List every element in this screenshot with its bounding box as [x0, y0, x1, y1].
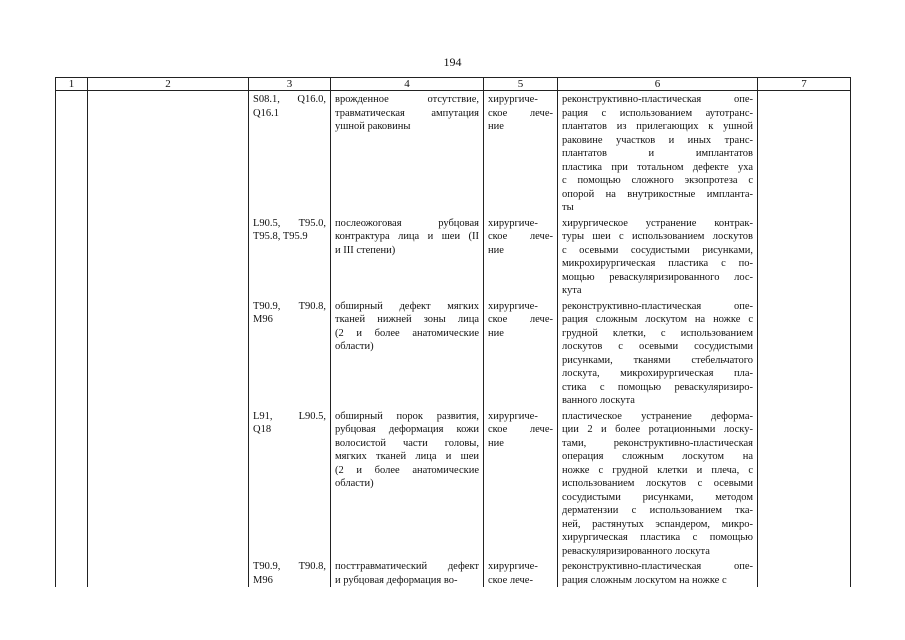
- row-number-cell: [56, 215, 88, 298]
- condition-cell: [331, 91, 484, 215]
- cell-text-line: стика с помощью реваскуляризиро-: [562, 381, 753, 393]
- table-row: [56, 91, 851, 215]
- cell-text-line: T95.8, T95.9: [253, 231, 308, 242]
- cell-text-line: обширный дефект мягких: [335, 300, 479, 312]
- cell-text-line: рубцовая деформация кожи: [335, 424, 479, 435]
- cell-text-line: рация с использованием аутотранс-: [562, 107, 753, 119]
- table-body: [56, 91, 851, 588]
- profile-name-cell: [88, 91, 249, 215]
- cell-text-line: ножке с грудной клетки и плеча, с: [562, 464, 753, 476]
- cell-text-line: сосудистыми рисунками, методом: [562, 491, 753, 503]
- cell-text-line: ское лече-: [488, 424, 553, 435]
- cell-text-line: хирургиче-: [488, 410, 538, 422]
- condition-cell: [331, 408, 484, 559]
- note-cell: [758, 558, 851, 587]
- icd-codes-cell: [249, 91, 331, 215]
- cell-text-line: ней, растянутых эспандером, микро-: [562, 518, 753, 530]
- cell-text-line: ванного лоскута: [562, 395, 635, 406]
- treatment-type-cell: [484, 408, 558, 559]
- cell-text-line: посттравматический дефект: [335, 561, 479, 572]
- cell-text-line: грудной клетки, с использованием: [562, 327, 753, 339]
- cell-text-line: с помощью сложного экзопротеза с: [562, 175, 753, 186]
- note-cell: [758, 298, 851, 408]
- condition-cell: [331, 215, 484, 298]
- cell-text-line: хирургиче-: [488, 94, 538, 105]
- profile-name-cell: [88, 298, 249, 408]
- cell-text-line: ние: [488, 244, 504, 256]
- cell-text-line: хирургиче-: [488, 561, 538, 572]
- cell-text-line: пластическое устранение деформа-: [562, 410, 753, 422]
- condition-cell: [331, 298, 484, 408]
- column-header-2: 2: [88, 78, 249, 91]
- row-number-cell: [56, 91, 88, 215]
- cell-text-line: (2 и более анатомические: [335, 327, 479, 339]
- treatment-type-cell: [484, 91, 558, 215]
- cell-text-line: хирургическая пластика с помощью: [562, 532, 753, 543]
- cell-text-line: ние: [488, 327, 504, 339]
- cell-text-line: ты: [562, 202, 574, 213]
- cell-text-line: ское лече-: [488, 107, 553, 119]
- cell-text-line: Q18: [253, 424, 272, 435]
- cell-text-line: лоскутов с осевыми сосудистыми: [562, 341, 753, 352]
- column-header-4: 4: [331, 78, 484, 91]
- table-row: [56, 215, 851, 298]
- table-row: [56, 298, 851, 408]
- treatment-type-cell: [484, 558, 558, 587]
- page-number: 194: [443, 55, 462, 69]
- cell-text-line: обширный порок развития,: [335, 410, 479, 422]
- cell-text-line: мягких тканей лица и шеи: [335, 451, 479, 462]
- cell-text-line: рация сложным лоскутом на ножке с: [562, 574, 727, 586]
- cell-text-line: дерматензии с использованием тка-: [562, 505, 753, 516]
- cell-text-line: реваскуляризированного лоскута: [562, 545, 710, 557]
- cell-text-line: M96: [253, 314, 273, 325]
- medical-care-table: [55, 77, 851, 587]
- cell-text-line: M96: [253, 574, 273, 586]
- icd-codes-cell: [249, 298, 331, 408]
- note-cell: [758, 408, 851, 559]
- profile-name-cell: [88, 408, 249, 559]
- treatment-type-cell: [484, 298, 558, 408]
- cell-text-line: плантатов и имплантатов: [562, 148, 753, 159]
- table-row: [56, 558, 851, 587]
- condition-cell: [331, 558, 484, 587]
- cell-text-line: волосистой части головы,: [335, 437, 479, 449]
- cell-text-line: реконструктивно-пластическая опе-: [562, 94, 753, 105]
- cell-text-line: L90.5, T95.0,: [253, 217, 326, 229]
- cell-text-line: послеожоговая рубцовая: [335, 217, 479, 229]
- cell-text-line: опорой на внутрикостные импланта-: [562, 188, 753, 200]
- cell-text-line: микрохирургическая пластика с по-: [562, 258, 753, 269]
- method-cell: [558, 408, 758, 559]
- cell-text-line: области): [335, 341, 374, 352]
- cell-text-line: хирургическое устранение контрак-: [562, 217, 753, 229]
- cell-text-line: туры шеи с использованием лоскутов: [562, 231, 753, 242]
- column-header-1: 1: [56, 78, 88, 91]
- cell-text-line: операция сложным лоскутом на: [562, 451, 753, 462]
- cell-text-line: и рубцовая деформация во-: [335, 574, 458, 586]
- cell-text-line: области): [335, 478, 374, 489]
- column-header-7: 7: [758, 78, 851, 91]
- cell-text-line: контрактура лица и шеи (II: [335, 231, 479, 242]
- method-cell: [558, 91, 758, 215]
- table-row: [56, 408, 851, 559]
- cell-text-line: хирургиче-: [488, 300, 538, 312]
- cell-text-line: лоскута, микрохирургическая пла-: [562, 368, 753, 379]
- method-cell: [558, 215, 758, 298]
- column-header-3: 3: [249, 78, 331, 91]
- row-number-cell: [56, 298, 88, 408]
- cell-text-line: реконструктивно-пластическая опе-: [562, 561, 753, 572]
- cell-text-line: T90.9, T90.8,: [253, 300, 326, 312]
- cell-text-line: ции 2 и более ротационными лоску-: [562, 424, 753, 435]
- method-cell: [558, 558, 758, 587]
- treatment-type-cell: [484, 215, 558, 298]
- cell-text-line: S08.1, Q16.0,: [253, 94, 326, 105]
- cell-text-line: пластика при тотальном дефекте уха: [562, 161, 753, 173]
- cell-text-line: рисунками, тканями стебельчатого: [562, 354, 753, 366]
- icd-codes-cell: [249, 408, 331, 559]
- cell-text-line: врожденное отсутствие,: [335, 94, 479, 105]
- cell-text-line: ское лече-: [488, 314, 553, 325]
- column-number-row: [56, 78, 851, 91]
- method-cell: [558, 298, 758, 408]
- cell-text-line: T90.9, T90.8,: [253, 561, 326, 572]
- row-number-cell: [56, 408, 88, 559]
- cell-text-line: реконструктивно-пластическая опе-: [562, 300, 753, 312]
- cell-text-line: ское лече-: [488, 574, 533, 586]
- cell-text-line: рация сложным лоскутом на ножке с: [562, 314, 753, 325]
- column-header-6: 6: [558, 78, 758, 91]
- cell-text-line: (2 и более анатомические: [335, 464, 479, 476]
- note-cell: [758, 215, 851, 298]
- icd-codes-cell: [249, 215, 331, 298]
- cell-text-line: раковине участков и иных транс-: [562, 134, 753, 146]
- cell-text-line: тами, реконструктивно-пластическая: [562, 437, 753, 449]
- profile-name-cell: [88, 558, 249, 587]
- cell-text-line: и III степени): [335, 244, 396, 256]
- cell-text-line: мощью реваскуляризированного лос-: [562, 271, 753, 283]
- cell-text-line: травматическая ампутация: [335, 107, 479, 119]
- column-header-5: 5: [484, 78, 558, 91]
- cell-text-line: Q16.1: [253, 107, 279, 119]
- cell-text-line: использованием лоскутов с осевыми: [562, 478, 753, 489]
- row-number-cell: [56, 558, 88, 587]
- profile-name-cell: [88, 215, 249, 298]
- cell-text-line: ние: [488, 121, 504, 132]
- cell-text-line: плантатов из прилегающих к ушной: [562, 121, 753, 132]
- cell-text-line: хирургиче-: [488, 217, 538, 229]
- icd-codes-cell: [249, 558, 331, 587]
- cell-text-line: тканей нижней зоны лица: [335, 314, 479, 325]
- cell-text-line: ушной раковины: [335, 121, 411, 132]
- cell-text-line: ское лече-: [488, 231, 553, 242]
- note-cell: [758, 91, 851, 215]
- cell-text-line: с осевыми сосудистыми рисунками,: [562, 244, 753, 256]
- cell-text-line: кута: [562, 285, 582, 296]
- cell-text-line: ние: [488, 437, 504, 449]
- cell-text-line: L91, L90.5,: [253, 410, 326, 422]
